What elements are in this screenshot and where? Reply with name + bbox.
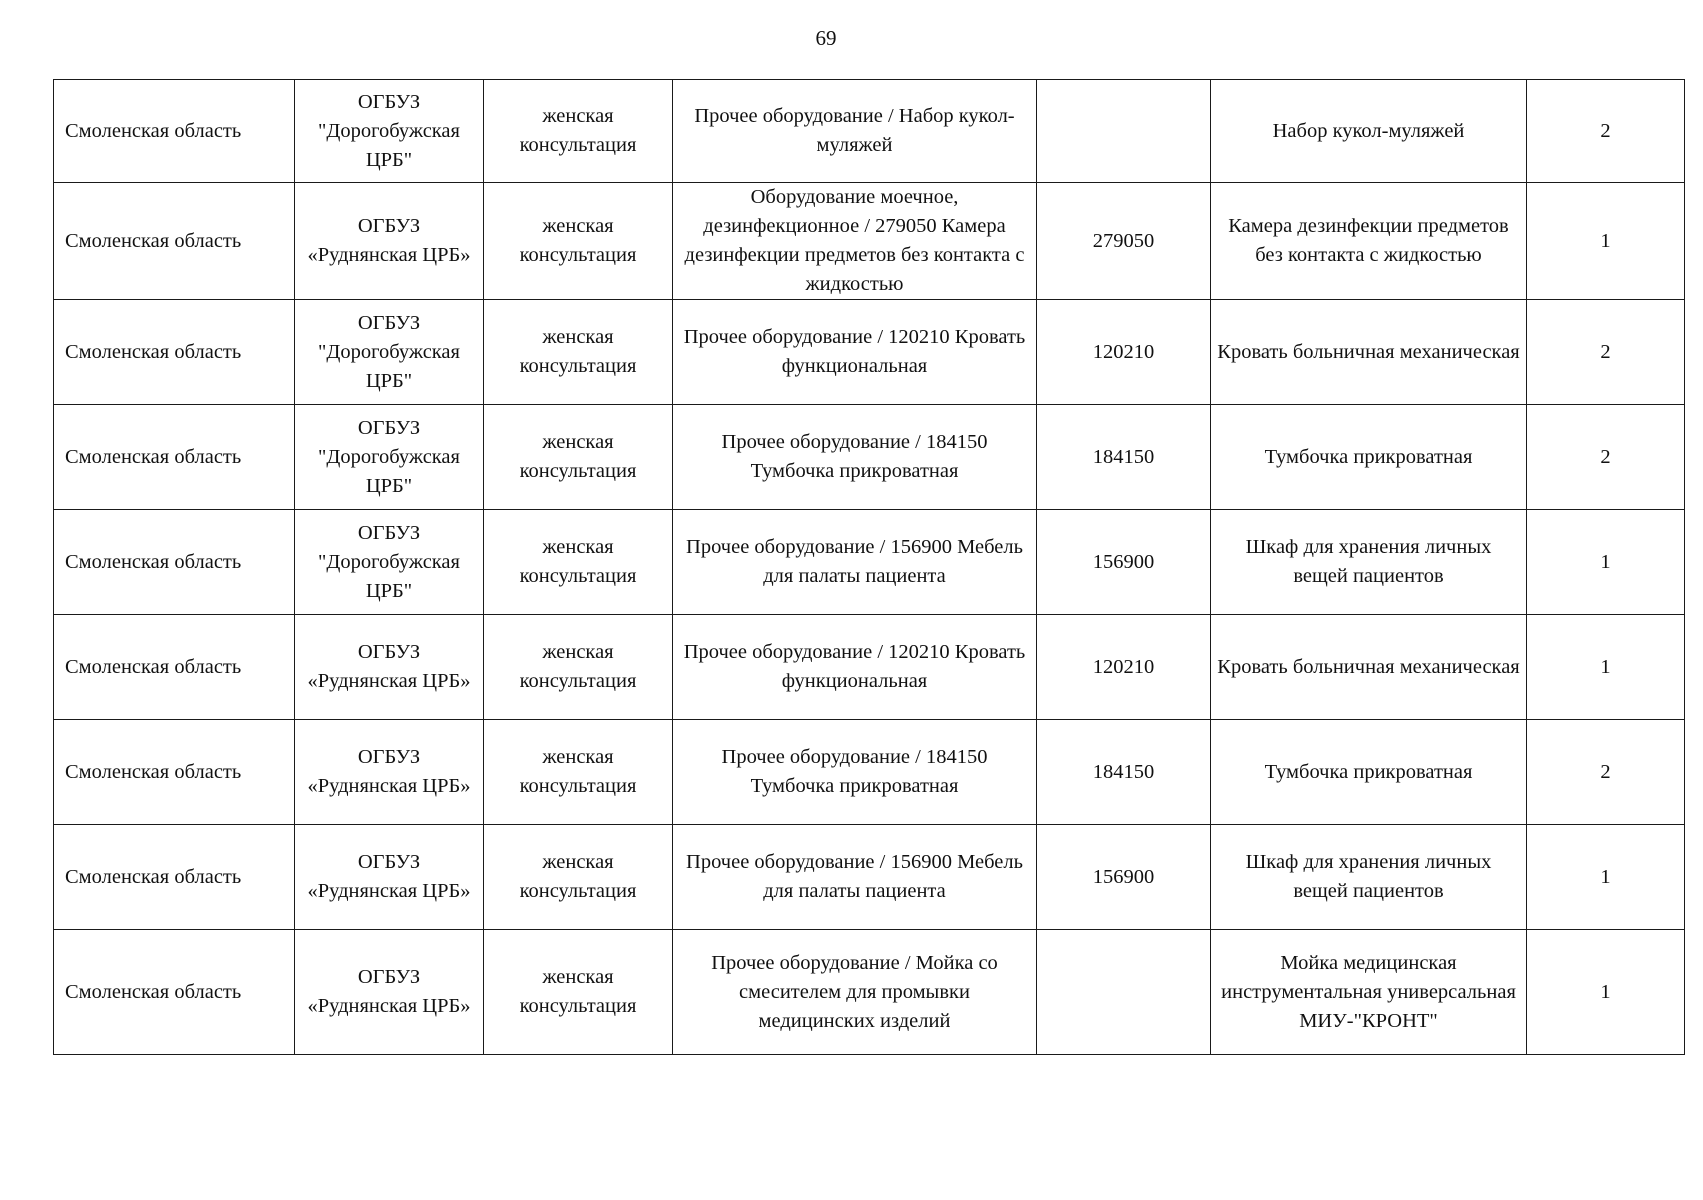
institution-cell: ОГБУЗ "Дорогобужская ЦРБ" (295, 510, 484, 615)
region-cell: Смоленская область (54, 300, 295, 405)
code-cell: 184150 (1037, 720, 1211, 825)
region-cell: Смоленская область (54, 720, 295, 825)
equipment-name-cell: Тумбочка прикроватная (1211, 720, 1527, 825)
equipment-type-cell: Прочее оборудование / 156900 Мебель для палаты пациента (673, 825, 1037, 930)
department-cell: женская консультация (484, 930, 673, 1055)
table-row (54, 80, 1685, 183)
region-cell: Смоленская область (54, 80, 295, 183)
region-cell: Смоленская область (54, 615, 295, 720)
department-cell: женская консультация (484, 720, 673, 825)
quantity-cell: 2 (1527, 80, 1685, 183)
equipment-type-cell: Прочее оборудование / 120210 Кровать функциональная (673, 615, 1037, 720)
department-cell: женская консультация (484, 615, 673, 720)
equipment-name-cell: Кровать больничная механическая (1211, 615, 1527, 720)
equipment-type-cell: Прочее оборудование / Набор кукол-муляжей (673, 80, 1037, 183)
department-cell: женская консультация (484, 405, 673, 510)
quantity-cell: 2 (1527, 300, 1685, 405)
table-row (54, 720, 1685, 825)
table-row (54, 615, 1685, 720)
department-cell: женская консультация (484, 825, 673, 930)
institution-cell: ОГБУЗ «Руднянская ЦРБ» (295, 183, 484, 300)
institution-cell: ОГБУЗ "Дорогобужская ЦРБ" (295, 80, 484, 183)
table-row (54, 510, 1685, 615)
department-cell: женская консультация (484, 183, 673, 300)
quantity-cell: 2 (1527, 405, 1685, 510)
region-cell: Смоленская область (54, 930, 295, 1055)
institution-cell: ОГБУЗ «Руднянская ЦРБ» (295, 720, 484, 825)
code-cell: 120210 (1037, 615, 1211, 720)
region-cell: Смоленская область (54, 405, 295, 510)
code-cell: 120210 (1037, 300, 1211, 405)
page-number: 69 (815, 26, 837, 50)
equipment-name-cell: Шкаф для хранения личных вещей пациентов (1211, 825, 1527, 930)
equipment-type-cell: Прочее оборудование / 184150 Тумбочка прикроватная (673, 405, 1037, 510)
equipment-type-cell: Прочее оборудование / Мойка со смесителем для промывки медицинских изделий (673, 930, 1037, 1055)
institution-cell: ОГБУЗ "Дорогобужская ЦРБ" (295, 300, 484, 405)
quantity-cell: 2 (1527, 720, 1685, 825)
region-cell: Смоленская область (54, 825, 295, 930)
institution-cell: ОГБУЗ "Дорогобужская ЦРБ" (295, 405, 484, 510)
table-row (54, 930, 1685, 1055)
quantity-cell: 1 (1527, 510, 1685, 615)
institution-cell: ОГБУЗ «Руднянская ЦРБ» (295, 615, 484, 720)
code-cell (1037, 930, 1211, 1055)
table-row (54, 300, 1685, 405)
equipment-name-cell: Кровать больничная механическая (1211, 300, 1527, 405)
department-cell: женская консультация (484, 300, 673, 405)
quantity-cell: 1 (1527, 183, 1685, 300)
institution-cell: ОГБУЗ «Руднянская ЦРБ» (295, 825, 484, 930)
quantity-cell: 1 (1527, 825, 1685, 930)
equipment-type-cell: Прочее оборудование / 184150 Тумбочка прикроватная (673, 720, 1037, 825)
code-cell: 156900 (1037, 825, 1211, 930)
quantity-cell: 1 (1527, 930, 1685, 1055)
code-cell: 184150 (1037, 405, 1211, 510)
code-cell: 156900 (1037, 510, 1211, 615)
equipment-type-cell: Прочее оборудование / 120210 Кровать функциональная (673, 300, 1037, 405)
equipment-type-cell: Прочее оборудование / 156900 Мебель для палаты пациента (673, 510, 1037, 615)
equipment-name-cell: Мойка медицинская инструментальная универсальная МИУ-"КРОНТ" (1211, 930, 1527, 1055)
department-cell: женская консультация (484, 80, 673, 183)
equipment-name-cell: Камера дезинфекции предметов без контакта с жидкостью (1211, 183, 1527, 300)
quantity-cell: 1 (1527, 615, 1685, 720)
table-row (54, 405, 1685, 510)
table-row (54, 183, 1685, 300)
equipment-name-cell: Шкаф для хранения личных вещей пациентов (1211, 510, 1527, 615)
equipment-name-cell: Набор кукол-муляжей (1211, 80, 1527, 183)
table-row (54, 825, 1685, 930)
equipment-table (53, 79, 1685, 1055)
code-cell: 279050 (1037, 183, 1211, 300)
department-cell: женская консультация (484, 510, 673, 615)
equipment-type-cell: Оборудование моечное, дезинфекционное / 279050 Камера дезинфекции предметов без контакта с жидкостью (673, 183, 1037, 300)
code-cell (1037, 80, 1211, 183)
region-cell: Смоленская область (54, 510, 295, 615)
equipment-name-cell: Тумбочка прикроватная (1211, 405, 1527, 510)
institution-cell: ОГБУЗ «Руднянская ЦРБ» (295, 930, 484, 1055)
region-cell: Смоленская область (54, 183, 295, 300)
